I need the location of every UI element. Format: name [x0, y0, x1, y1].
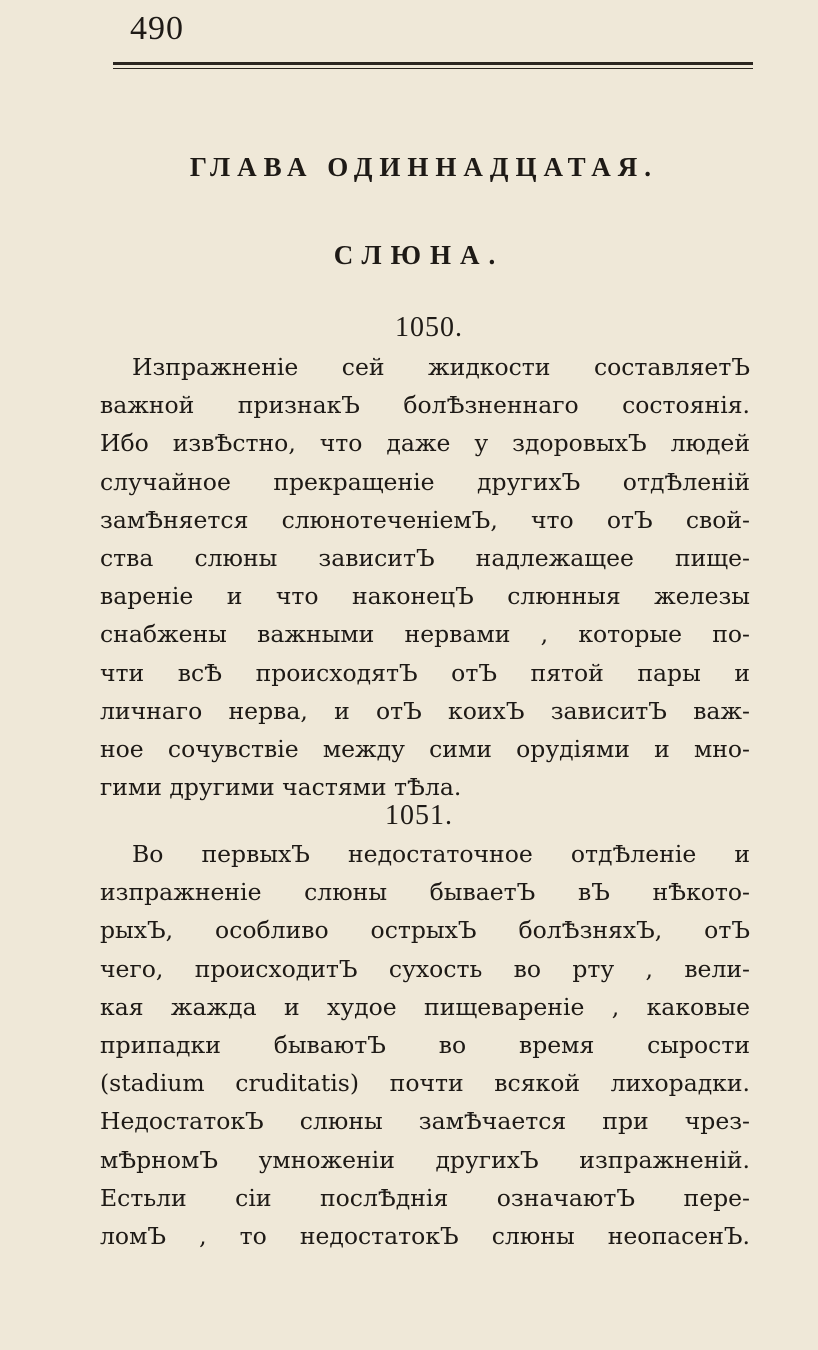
header-rule-thick — [113, 62, 753, 65]
text-line: НедостатокЪ слюны замѢчается при чрез- — [100, 1107, 750, 1136]
text-line: припадки бываютЪ во время сырости — [100, 1030, 750, 1059]
text-line: (stadium cruditatis) почти всякой лихорадки. — [100, 1069, 750, 1098]
section-title: СЛЮНА. — [333, 240, 505, 270]
text-line: личнаго нерва, и отЪ коихЪ зависитЪ важ- — [100, 696, 750, 725]
text-line: изпражненіе слюны бываетЪ вЪ нѢкото- — [100, 878, 750, 907]
text-line: Во первыхЪ недостаточное отдѢленіе и — [132, 840, 750, 868]
chapter-title: ГЛАВА ОДИННАДЦАТАЯ. — [189, 152, 659, 182]
text-line: гими другими частями тѢла. — [100, 773, 462, 802]
paragraph-number: 1050. — [395, 312, 463, 343]
paragraph-text — [100, 835, 750, 1255]
paragraph-number: 1051. — [385, 800, 453, 831]
text-line: чего, происходитЪ сухость во рту , вели- — [100, 954, 750, 983]
text-line: чти всѢ происходятЪ отЪ пятой пары и — [100, 658, 750, 687]
text-line: мѢрномЪ умноженіи другихЪ изпражненій. — [100, 1145, 750, 1174]
text-line: случайное прекращеніе другихЪ отдѢленій — [100, 467, 750, 496]
paragraph-text — [100, 348, 750, 806]
text-line: важной признакЪ болѢзненнаго состоянія. — [100, 391, 750, 420]
text-line: Ибо извѢстно, что даже у здоровыхЪ людей — [100, 429, 750, 458]
text-line: кая жажда и худое пищевареніе , каковые — [100, 992, 750, 1021]
page-number: 490 — [130, 10, 184, 47]
text-line: ломЪ , то недостатокЪ слюны неопасенЪ. — [100, 1221, 750, 1250]
text-line: Изпражненіе сей жидкости составляетЪ — [132, 353, 750, 381]
text-line: ное сочувствіе между сими орудіями и мно- — [100, 734, 750, 763]
header-rule-thin — [113, 68, 753, 69]
text-line: рыхЪ, особливо острыхЪ болѢзняхЪ, отЪ — [100, 916, 750, 945]
text-line: снабжены важными нервами , которые по- — [100, 620, 750, 649]
text-line: замѢняется слюнотеченіемЪ, что отЪ свой- — [100, 505, 750, 534]
text-line: вареніе и что наконецЪ слюнныя железы — [100, 582, 750, 611]
text-line: Естьли сіи послѢднія означаютЪ пере- — [100, 1183, 750, 1212]
text-line: ства слюны зависитЪ надлежащее пище- — [100, 543, 750, 572]
